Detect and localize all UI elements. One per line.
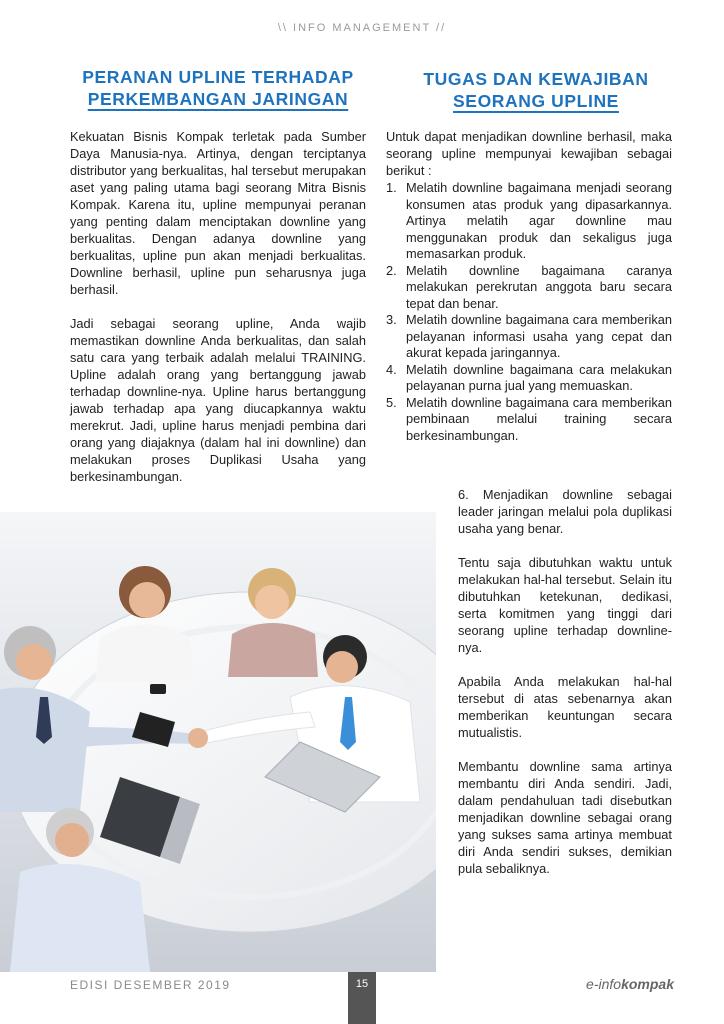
right-paragraph-2: Tentu saja dibutuhkan waktu untuk melakukan hal-hal tersebut. Selain itu dibutuhkan ketekunan, dedikasi, serta komitmen yang tinggi dari seorang upline terhadap downline-nya. [458,555,672,655]
right-column-lower-body [458,486,672,894]
left-paragraph-1: Kekuatan Bisnis Kompak terletak pada Sumber Daya Manusia-nya. Artinya, dengan terciptanya distributor yang berkualitas, hal tersebut merupakan aset yang paling utama bagi seorang Mitra Bisnis Kompak. Karena itu, upline mempunyai peranan yang penting dalam menciptakan downline yang berkualitas. Dengan adanya downline yang berkualitas, upline pun akan menjadi berkualitas. Downline berhasil, upline pun seharusnya juga berhasil. [70,129,366,297]
brand-logo: e-infokompak [586,976,674,992]
right-column-title [386,68,686,112]
business-meeting-photo [0,512,436,972]
right-title-line2: SEORANG UPLINE [453,91,619,111]
left-paragraph-2: Jadi sebagai seorang upline, Anda wajib memastikan downline Anda berkualitas, dan salah satu cara yang terbaik adalah melalui TRAINING. Upline adalah orang yang bertanggung jawab terhadap downline-nya. Upline harus bertanggung jawab terhadap apa yang diucapkannya waktu merekrut. Jadi, upline harus menjadi pembina dari orang yang diajaknya (dalam hal ini downline) dan melakukan proses Duplikasi Usaha yang berkesinambungan. [70,316,366,484]
left-title-line1: PERANAN UPLINE TERHADAP [82,67,354,87]
right-paragraph-1: 6. Menjadikan downline sebagai leader jaringan melalui pola duplikasi usaha yang benar. [458,487,672,536]
list-item: 3. Melatih downline bagaimana cara memberikan pelayanan informasi usaha yang cepat dan akurat kepada jaringannya. [386,312,672,360]
upline-duties-list [386,180,672,444]
right-paragraph-3: Apabila Anda melakukan hal-hal tersebut di atas sebenarnya akan memberikan keuntungan secara mutualistis. [458,674,672,740]
left-title-line2: PERKEMBANGAN JARINGAN [87,89,349,109]
page-number: 15 [348,972,376,1024]
list-item: 5. Melatih downline bagaimana cara memberikan pembinaan melalui training secara berkesinambungan. [386,394,672,443]
list-item: 4. Melatih downline bagaimana cara melakukan pelayanan purna jual yang memuaskan. [386,361,672,393]
right-paragraph-4: Membantu downline sama artinya membantu diri Anda sendiri. Jadi, dalam pendahuluan tadi disebutkan menjadikan downline sebagai orang yang sukses sama artinya membuat diri Anda sendiri sukses, demikian pula sebaliknya. [458,759,672,876]
right-column-intro: Untuk dapat menjadikan downline berhasil, maka seorang upline mempunyai kewajiban sebagai berikut : [386,129,672,178]
right-title-line1: TUGAS DAN KEWAJIBAN [423,69,649,89]
meeting-illustration [0,512,436,972]
left-column-title [70,66,366,110]
section-header: \\ INFO MANAGEMENT // [277,22,447,34]
list-item: 1. Melatih downline bagaimana menjadi seorang konsumen atas produk yang dipasarkannya. Artinya melatih agar downline mau menggunakan produk dan sekaligus juga memasarkan produk. [386,180,672,261]
left-column-body [70,128,366,502]
list-item: 2. Melatih downline bagaimana caranya melakukan perekrutan anggota baru secara tepat dan benar. [386,262,672,311]
edition-label: EDISI DESEMBER 2019 [70,978,231,992]
